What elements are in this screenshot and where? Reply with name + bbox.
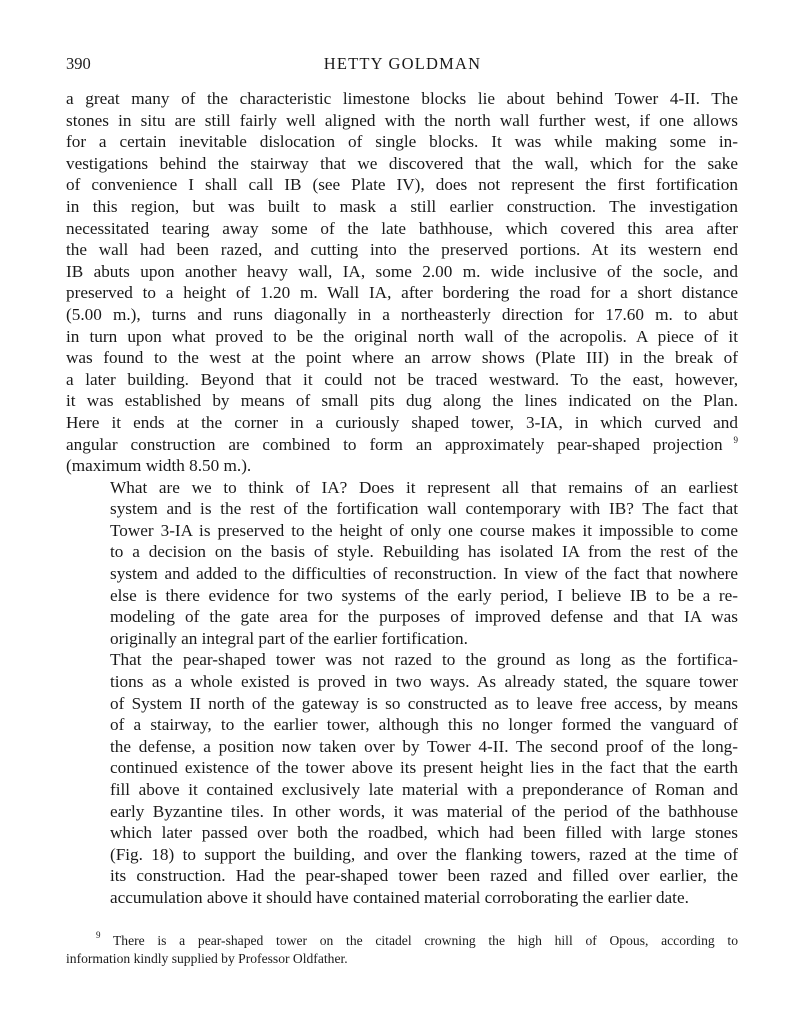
text-line: else is there evidence for two systems of the early period, I believe IB to be a re- bbox=[110, 585, 738, 605]
text-line: of convenience I shall call IB (see Plate IV), does not represent the first fortification bbox=[66, 175, 738, 195]
footnote-line: information kindly supplied by Professor Oldfather. bbox=[66, 951, 348, 966]
text-line: (Fig. 18) to support the building, and over the flanking towers, razed at the time of bbox=[110, 844, 738, 864]
page-header bbox=[66, 54, 739, 80]
text-line: tions as a whole existed is proved in two ways. As already stated, the square tower bbox=[110, 672, 738, 692]
text-line: stones in situ are still fairly well aligned with the north wall further west, if one allows bbox=[66, 110, 738, 130]
text-line: in this region, but was built to mask a still earlier construction. The investigation bbox=[66, 196, 738, 216]
text-line: the wall had been razed, and cutting into the preserved portions. At its western end bbox=[66, 240, 738, 260]
footnote-line bbox=[66, 932, 738, 950]
text-line: What are we to think of IA? Does it represent all that remains of an earliest bbox=[110, 477, 738, 497]
text-line: angular construction are combined to form an approximately pear-shaped projection $^9$ bbox=[66, 434, 738, 454]
text-line: preserved to a height of 1.20 m. Wall IA, after bordering the road for a short distance bbox=[66, 283, 738, 303]
text-line: a great many of the characteristic limestone blocks lie about behind Tower 4-II. The bbox=[66, 89, 738, 108]
text-line: (5.00 m.), turns and runs diagonally in a northeasterly direction for 17.60 m. to abut bbox=[66, 304, 738, 324]
text-line: its construction. Had the pear-shaped tower been razed and filled over earlier, the bbox=[110, 866, 738, 886]
text-line: to a decision on the basis of style. Rebuilding has isolated IA from the rest of the bbox=[110, 542, 738, 562]
footnote-reference: 9 bbox=[722, 434, 738, 445]
footnote bbox=[66, 932, 738, 968]
text-line: for a certain inevitable dislocation of single blocks. It was while making some in- bbox=[66, 132, 738, 152]
text-line: was found to the west at the point where an arrow shows (Plate III) in the break of bbox=[66, 348, 738, 368]
text-line: continued existence of the tower above its present height lies in the fact that the earth bbox=[110, 758, 738, 778]
body-text bbox=[66, 88, 738, 909]
text-line: necessitated tearing away some of the late bathhouse, which covered this area after bbox=[66, 218, 738, 238]
text-line: the defense, a position now taken over by Tower 4-II. The second proof of the long- bbox=[110, 736, 738, 756]
paragraph bbox=[66, 477, 738, 650]
text-line: (maximum width 8.50 m.). bbox=[66, 456, 252, 476]
text-line: it was established by means of small pits dug along the lines indicated on the Plan. bbox=[66, 391, 738, 411]
text-line: of System II north of the gateway is so constructed as to leave free access, by means bbox=[110, 693, 738, 713]
text-line: of a stairway, to the earlier tower, although this no longer formed the vanguard of bbox=[110, 715, 738, 735]
text-line: in turn upon what proved to be the original north wall of the acropolis. A piece of it bbox=[66, 326, 738, 346]
text-line: Tower 3-IA is preserved to the height of only one course makes it impossible to come bbox=[110, 520, 738, 540]
footnote-text: There is a pear-shaped tower on the citadel crowning the high hill of Opous, according to bbox=[100, 933, 738, 948]
paragraph bbox=[66, 649, 738, 908]
running-head: HETTY GOLDMAN bbox=[323, 54, 482, 73]
text-line: a later building. Beyond that it could not be traced westward. To the east, however, bbox=[66, 369, 738, 389]
text-line: modeling of the gate area for the purposes of improved defense and that IA was bbox=[110, 607, 738, 627]
page-number: 390 bbox=[66, 54, 91, 73]
text-line: system and is the rest of the fortification wall contemporary with IB? The fact that bbox=[110, 499, 738, 519]
paragraph bbox=[66, 88, 738, 477]
text-line: IB abuts upon another heavy wall, IA, some 2.00 m. wide inclusive of the socle, and bbox=[66, 261, 738, 281]
text-line: Here it ends at the corner in a curiously shaped tower, 3-IA, in which curved and bbox=[66, 412, 738, 432]
footnote-marker: 9 bbox=[96, 930, 101, 940]
text-line: accumulation above it should have contained material corroborating the earlier date. bbox=[110, 887, 689, 907]
text-line: vestigations behind the stairway that we discovered that the wall, which for the sake bbox=[66, 153, 738, 173]
text-line: early Byzantine tiles. In other words, it was material of the period of the bathhouse bbox=[110, 801, 738, 821]
text-line: which later passed over both the roadbed, which had been filled with large stones bbox=[110, 823, 738, 843]
text-line: fill above it contained exclusively late material with a preponderance of Roman and bbox=[110, 780, 738, 799]
text-line: originally an integral part of the earlier fortification. bbox=[110, 628, 468, 648]
text-line: That the pear-shaped tower was not razed to the ground as long as the fortifica- bbox=[110, 650, 738, 670]
text-line: system and added to the difficulties of reconstruction. In view of the fact that nowhere bbox=[110, 564, 738, 584]
